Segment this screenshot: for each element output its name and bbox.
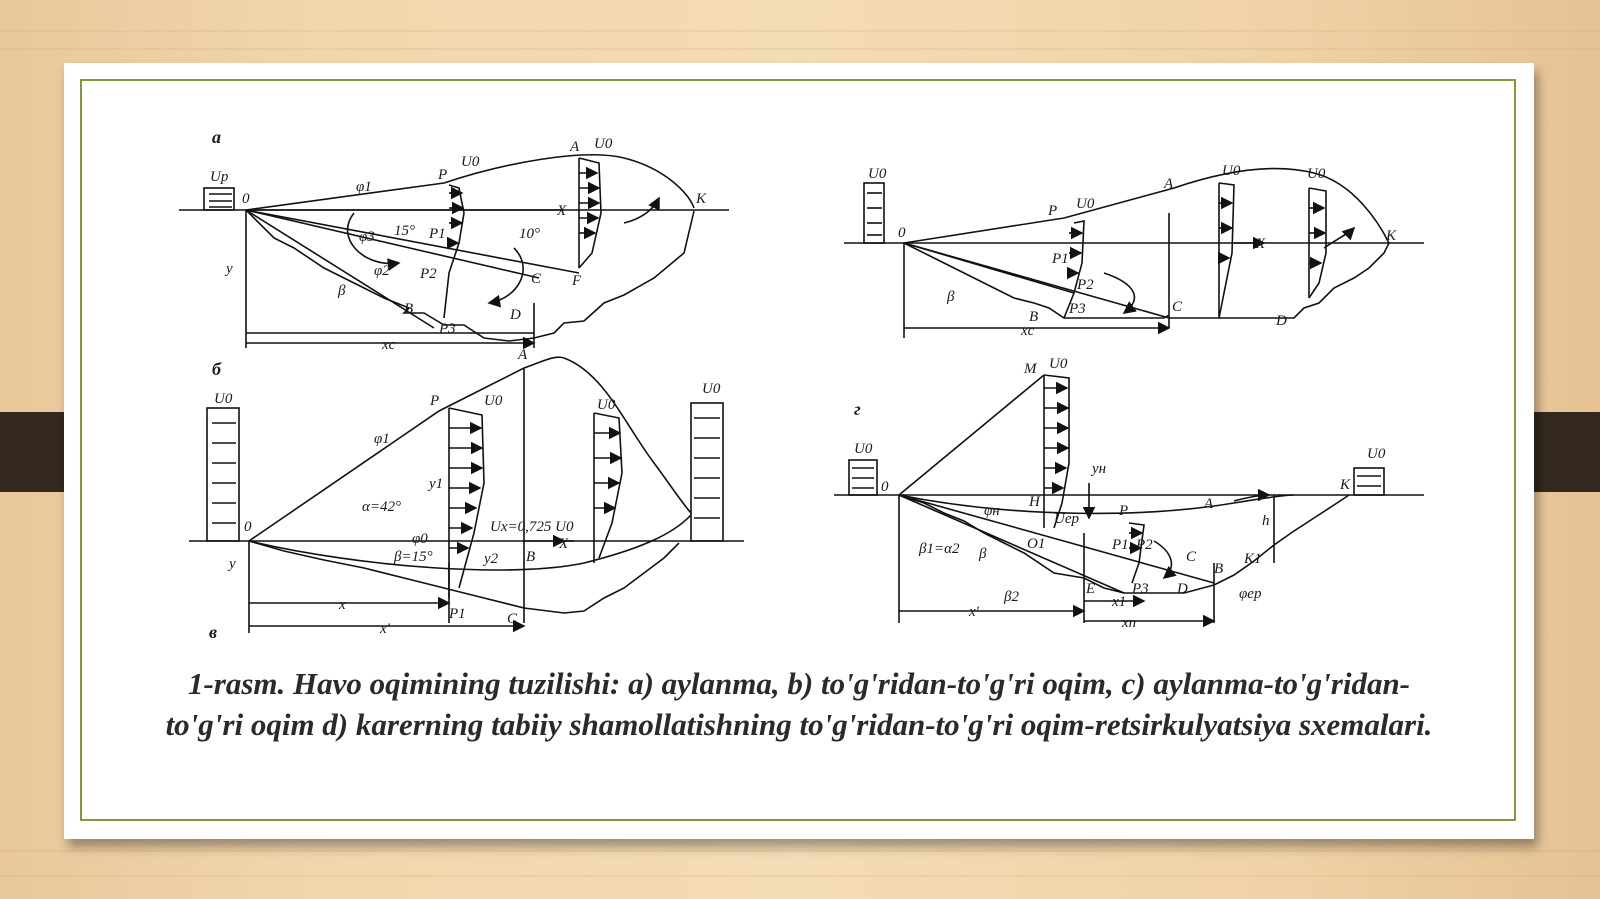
label-v-x: X [559, 536, 569, 552]
panel-v-diagram [189, 357, 744, 633]
label-b-o: 0 [898, 225, 906, 241]
label-g-h1: h [1262, 513, 1270, 529]
label-v-p1: P1 [449, 606, 466, 622]
label-phi2: φ2 [374, 263, 390, 279]
label-b: B [404, 301, 414, 317]
label-g-c: C [1186, 549, 1197, 565]
label-g-k1: K1 [1244, 551, 1262, 567]
label-b-k: K [1386, 228, 1397, 244]
label-u0-1: U0 [461, 154, 480, 170]
panel-a-diagram [179, 155, 729, 348]
label-g-beta2: β2 [1004, 589, 1019, 605]
label-g-e: E [1086, 581, 1096, 597]
label-g-u0-3: U0 [1367, 446, 1386, 462]
label-v-xdim: x [339, 597, 346, 613]
panel-b-diagram [844, 169, 1424, 338]
label-k: K [696, 191, 707, 207]
label-v-x1dim: x' [380, 621, 390, 637]
label-g-b: B [1214, 561, 1224, 577]
label-y: y [226, 261, 233, 277]
label-up: Up [210, 169, 229, 185]
label-b-b: B [1029, 309, 1039, 325]
label-g-a: A [1204, 496, 1214, 512]
label-v-phi1: φ1 [374, 431, 390, 447]
label-b-p3: P3 [1069, 301, 1086, 317]
label-x: X [557, 203, 567, 219]
figure-caption: 1-rasm. Havo oqimining tuzilishi: a) aylanma, b) to'g'ridan-to'g'ri oqim, c) aylanma-to'g'ridan-to'g'ri oqim d) karerning tabiiy shamollatishning to'g'ridan-to'g'ri oqim-retsirkulyatsiya sxemalari. [165, 666, 1433, 742]
label-g-p1: P1 [1112, 537, 1129, 553]
panel-a-tag: a [212, 127, 221, 147]
label-g-p2: P2 [1136, 537, 1153, 553]
label-p3: P3 [439, 321, 456, 337]
label-v-beta: β=15° [394, 549, 433, 565]
label-b-x: X [1256, 236, 1266, 252]
label-g-d: D [1177, 581, 1188, 597]
label-p2: P2 [420, 266, 437, 282]
label-g-u0-2: U0 [854, 441, 873, 457]
label-d: D [510, 307, 521, 323]
label-g-o1: O1 [1027, 536, 1046, 552]
label-v-y2: y2 [484, 551, 499, 567]
label-v-b: B [526, 549, 536, 565]
label-g-phiep: φep [1239, 586, 1262, 602]
label-v-alpha: α=42° [362, 499, 401, 515]
label-v-u0-2: U0 [484, 393, 503, 409]
label-b-u0-2: U0 [1076, 196, 1095, 212]
label-v-y: y [229, 556, 236, 572]
label-15deg: 15° [394, 223, 415, 239]
label-v-phi0: φ0 [412, 531, 428, 547]
label-phi1: φ1 [356, 179, 372, 195]
label-b-a: A [1164, 176, 1174, 192]
label-g-o: 0 [881, 479, 889, 495]
airflow-schemes-figure [64, 63, 1534, 663]
label-v-p: P [430, 393, 440, 409]
label-g-uep: Uep [1054, 511, 1079, 527]
label-beta: β [338, 283, 346, 299]
label-g-k: K [1340, 477, 1351, 493]
label-10deg: 10° [519, 226, 540, 242]
panel-v-tag2: в [209, 622, 218, 642]
label-v-c: C [507, 611, 518, 627]
label-p1: P1 [429, 226, 446, 242]
label-p: P [438, 167, 448, 183]
label-b-xc: xc [1021, 323, 1035, 339]
label-g-xi: x1 [1112, 594, 1127, 610]
label-u0-2: U0 [594, 136, 613, 152]
label-b-p2: P2 [1077, 277, 1094, 293]
label-b-u0-4: U0 [1307, 166, 1326, 182]
panel-v-tag: б [212, 359, 221, 379]
label-b-d: D [1276, 313, 1287, 329]
label-o: 0 [242, 191, 250, 207]
panel-g-diagram [834, 375, 1424, 623]
label-b-u0-3: U0 [1222, 163, 1241, 179]
slide-paper [64, 63, 1534, 839]
panel-g-tag: г [854, 399, 861, 419]
label-v-u0-4: U0 [702, 381, 721, 397]
label-b-u0-1: U0 [868, 166, 887, 182]
label-b-beta: β [947, 289, 955, 305]
label-b-c: C [1172, 299, 1183, 315]
label-g-h: H [1029, 494, 1040, 510]
label-a: A [570, 139, 580, 155]
label-g-p: P [1119, 503, 1129, 519]
label-g-p3: P3 [1132, 581, 1149, 597]
label-f: F [572, 273, 582, 289]
label-xc: xc [382, 337, 396, 353]
label-g-m: M [1024, 361, 1037, 377]
label-g-yh: yн [1092, 461, 1107, 477]
label-v-a: A [518, 347, 528, 363]
label-b-p1: P1 [1052, 251, 1069, 267]
label-g-psi: φн [984, 503, 1000, 519]
label-g-u0-1: U0 [1049, 356, 1068, 372]
label-g-beta12: β1=α2 [919, 541, 960, 557]
label-v-ux: Ux=0,725 U0 [490, 519, 574, 535]
label-phi3: φ3 [359, 229, 375, 245]
label-v-y1: y1 [429, 476, 444, 492]
label-v-o: 0 [244, 519, 252, 535]
label-g-beta: β [979, 546, 987, 562]
label-v-u0-3: U0 [597, 397, 616, 413]
label-g-xn: xп [1122, 615, 1137, 631]
label-v-u0-1: U0 [214, 391, 233, 407]
label-b-p: P [1048, 203, 1058, 219]
label-c: C [531, 271, 542, 287]
label-g-x1: x' [969, 604, 979, 620]
